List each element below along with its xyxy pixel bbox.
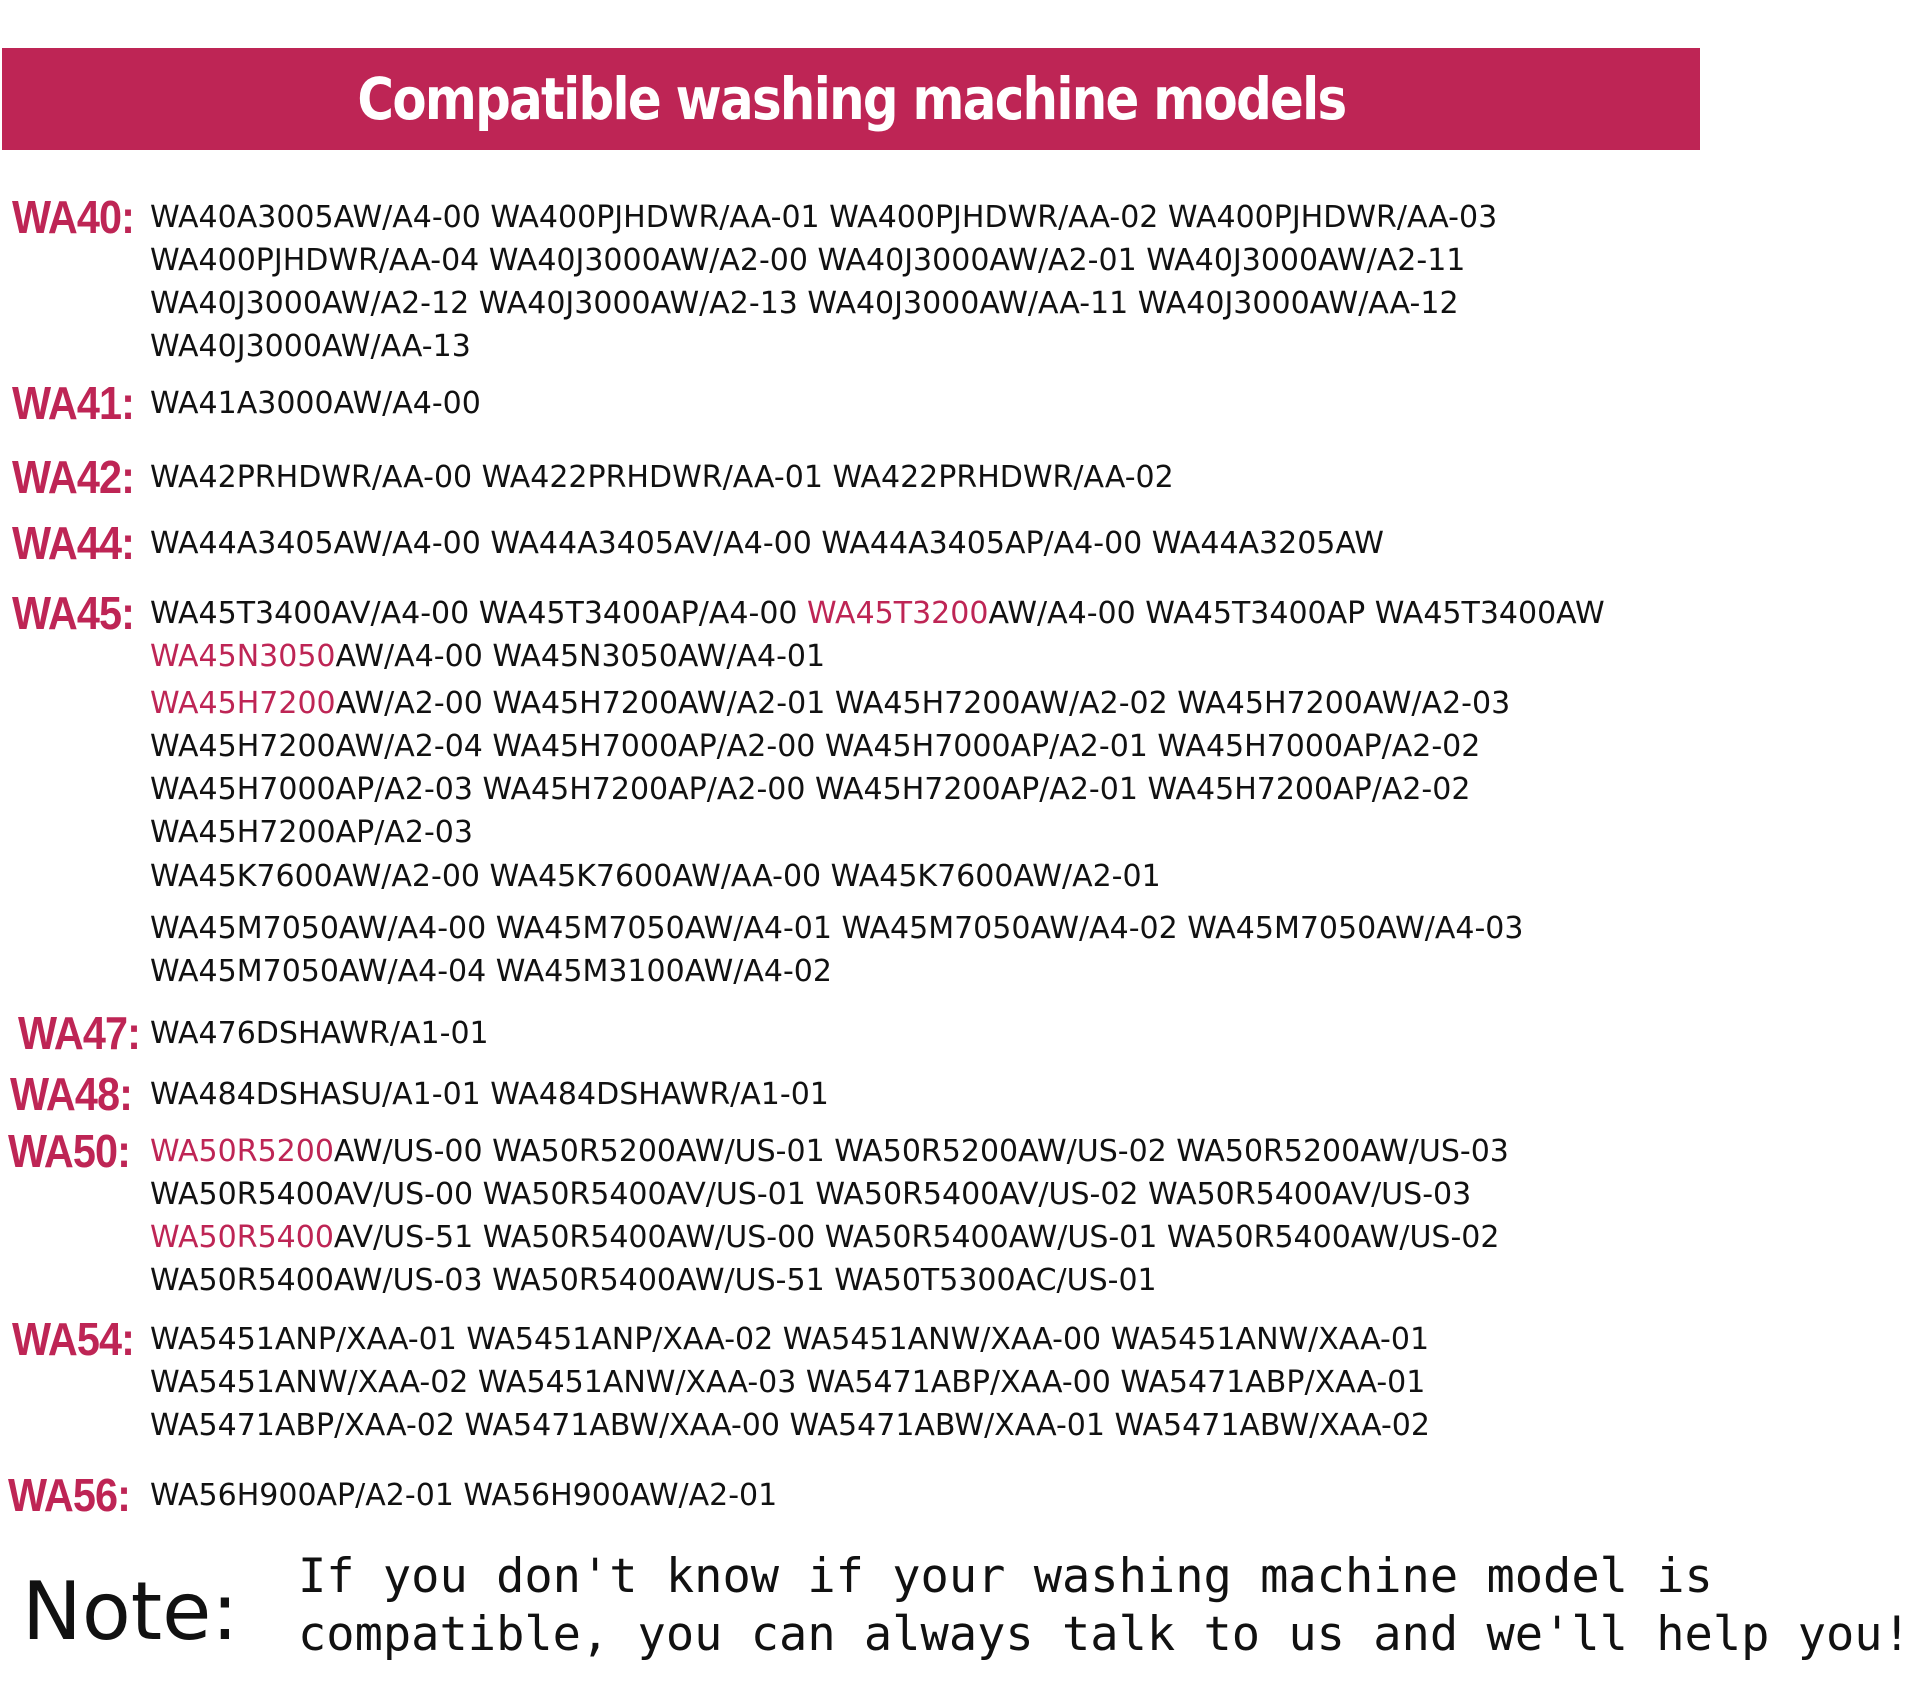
highlighted-model-prefix: WA45T3200 (807, 596, 989, 631)
model-text: WA42PRHDWR/AA-00 WA422PRHDWR/AA-01 WA422PRHDWR/AA-02 (150, 460, 1174, 495)
note-line-1: If you don't know if your washing machine model is (298, 1549, 1713, 1604)
model-line (150, 592, 1605, 635)
model-text: WA45H7200AW/A2-04 WA45H7000AP/A2-00 WA45H7000AP/A2-01 WA45H7000AP/A2-02 (150, 729, 1481, 764)
model-line (150, 1073, 829, 1116)
model-text: AW/US-00 WA50R5200AW/US-01 WA50R5200AW/US-02 WA50R5200AW/US-03 (333, 1134, 1509, 1169)
model-line (150, 1173, 1471, 1216)
model-text: AV/US-51 WA50R5400AW/US-00 WA50R5400AW/US-01 WA50R5400AW/US-02 (333, 1220, 1500, 1255)
note-line-2: compatible, you can always talk to us and we'll help you! (298, 1607, 1911, 1662)
model-group-label: WA40: (12, 191, 135, 243)
highlighted-model-prefix: WA45H7200 (150, 686, 336, 721)
model-group-label: WA54: (12, 1313, 135, 1365)
model-line (150, 1318, 1429, 1361)
model-text: WA5451ANP/XAA-01 WA5451ANP/XAA-02 WA5451ANW/XAA-00 WA5451ANW/XAA-01 (150, 1322, 1430, 1357)
model-line (150, 1474, 777, 1517)
model-group-label: WA50: (8, 1125, 131, 1177)
model-line (150, 682, 1510, 725)
model-line (150, 1130, 1509, 1173)
model-line (150, 522, 1384, 565)
highlighted-model-prefix: WA50R5400 (150, 1220, 334, 1255)
model-line (150, 907, 1523, 950)
model-text: WA400PJHDWR/AA-04 WA40J3000AW/A2-00 WA40J3000AW/A2-01 WA40J3000AW/A2-11 (150, 243, 1466, 278)
model-text: WA45T3400AV/A4-00 WA45T3400AP/A4-00 (150, 596, 808, 631)
model-group-label: WA42: (12, 451, 135, 503)
model-text: WA5451ANW/XAA-02 WA5451ANW/XAA-03 WA5471ABP/XAA-00 WA5471ABP/XAA-01 (150, 1365, 1426, 1400)
model-line (150, 325, 471, 368)
highlighted-model-prefix: WA45N3050 (150, 639, 336, 674)
model-line (150, 950, 832, 993)
model-text: WA5471ABP/XAA-02 WA5471ABW/XAA-00 WA5471ABW/XAA-01 WA5471ABW/XAA-02 (150, 1408, 1430, 1443)
model-text: WA476DSHAWR/A1-01 (150, 1016, 489, 1051)
model-group-label: WA45: (12, 587, 135, 639)
model-text: WA41A3000AW/A4-00 (150, 386, 481, 421)
model-text: AW/A4-00 WA45N3050AW/A4-01 (335, 639, 826, 674)
model-line (150, 1216, 1499, 1259)
model-text: WA56H900AP/A2-01 WA56H900AW/A2-01 (150, 1478, 778, 1513)
model-line (150, 1404, 1430, 1447)
highlighted-model-prefix: WA50R5200 (150, 1134, 334, 1169)
model-line (150, 282, 1459, 325)
model-text: WA45M7050AW/A4-04 WA45M3100AW/A4-02 (150, 954, 832, 989)
model-line (150, 811, 473, 854)
note-text (298, 1548, 1911, 1664)
model-text: AW/A2-00 WA45H7200AW/A2-01 WA45H7200AW/A2-02 WA45H7200AW/A2-03 (335, 686, 1511, 721)
model-line (150, 196, 1497, 239)
model-text: WA45H7000AP/A2-03 WA45H7200AP/A2-00 WA45H7200AP/A2-01 WA45H7200AP/A2-02 (150, 772, 1471, 807)
header-banner (2, 48, 1700, 150)
model-group-label: WA41: (12, 377, 135, 429)
note-label: Note: (22, 1565, 239, 1658)
model-group-label: WA48: (10, 1068, 133, 1120)
model-line (150, 725, 1480, 768)
model-text: WA50R5400AV/US-00 WA50R5400AV/US-01 WA50R5400AV/US-02 WA50R5400AV/US-03 (150, 1177, 1472, 1212)
model-line (150, 1012, 489, 1055)
model-text: WA45M7050AW/A4-00 WA45M7050AW/A4-01 WA45M7050AW/A4-02 WA45M7050AW/A4-03 (150, 911, 1524, 946)
model-group-label: WA47: (18, 1007, 141, 1059)
model-text: WA40A3005AW/A4-00 WA400PJHDWR/AA-01 WA400PJHDWR/AA-02 WA400PJHDWR/AA-03 (150, 200, 1498, 235)
model-text: WA44A3405AW/A4-00 WA44A3405AV/A4-00 WA44A3405AP/A4-00 WA44A3205AW (150, 526, 1384, 561)
page-title: Compatible washing machine models (356, 65, 1346, 133)
model-text: WA45K7600AW/A2-00 WA45K7600AW/AA-00 WA45K7600AW/A2-01 (150, 859, 1161, 894)
model-line (150, 855, 1161, 898)
model-group-label: WA56: (8, 1469, 131, 1521)
model-text: WA40J3000AW/A2-12 WA40J3000AW/A2-13 WA40J3000AW/AA-11 WA40J3000AW/AA-12 (150, 286, 1459, 321)
model-text: AW/A4-00 WA45T3400AP WA45T3400AW (988, 596, 1605, 631)
model-group-label: WA44: (12, 517, 135, 569)
model-line (150, 635, 825, 678)
model-line (150, 239, 1465, 282)
model-line (150, 768, 1470, 811)
model-text: WA45H7200AP/A2-03 (150, 815, 473, 850)
model-line (150, 1361, 1425, 1404)
model-text: WA40J3000AW/AA-13 (150, 329, 471, 364)
model-text: WA50R5400AW/US-03 WA50R5400AW/US-51 WA50T5300AC/US-01 (150, 1263, 1157, 1298)
model-line (150, 1259, 1157, 1302)
model-text: WA484DSHASU/A1-01 WA484DSHAWR/A1-01 (150, 1077, 829, 1112)
model-line (150, 456, 1174, 499)
model-line (150, 382, 481, 425)
